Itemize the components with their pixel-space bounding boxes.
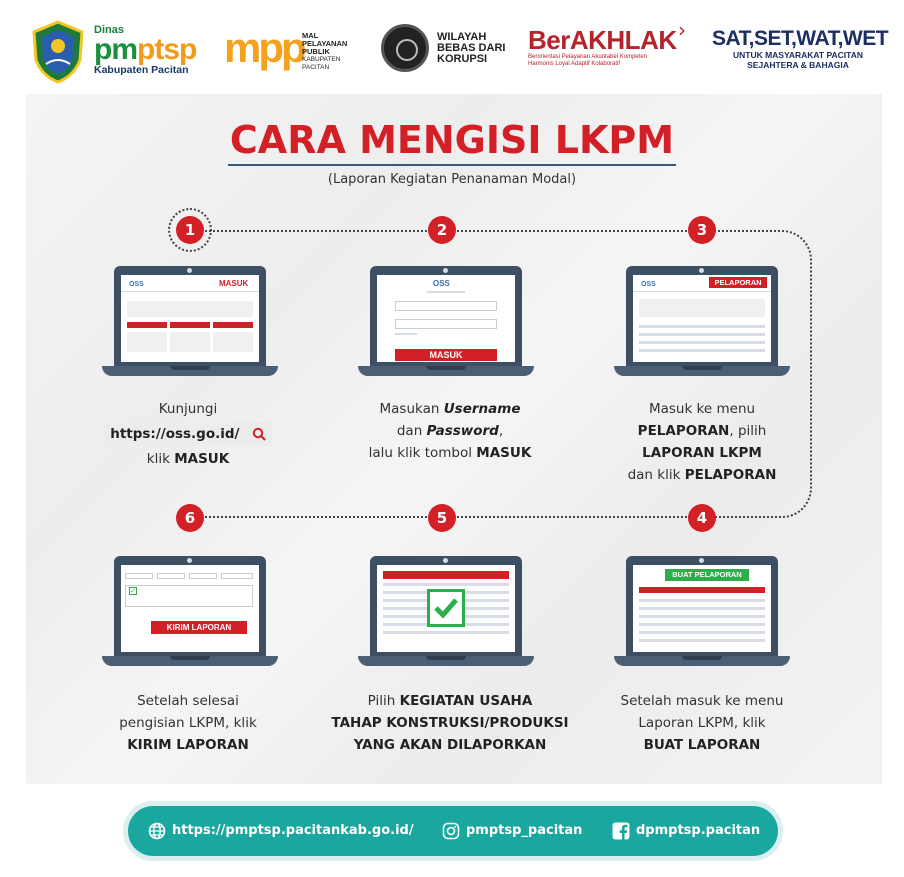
step-1-caption bbox=[78, 398, 298, 470]
caption-bold: Password bbox=[426, 423, 499, 439]
pmptsp-kabupaten-text: Kabupaten Pacitan bbox=[94, 64, 189, 76]
screen-display bbox=[633, 275, 771, 362]
caption-bold: Username bbox=[443, 401, 521, 417]
wbk-line: BEBAS DARI bbox=[437, 42, 506, 54]
laptop-base bbox=[102, 366, 278, 376]
caption-text: dan klik bbox=[627, 467, 681, 483]
facebook-text: dpmptsp.pacitan bbox=[636, 823, 761, 838]
checkbox-icon: ✓ bbox=[130, 587, 136, 595]
caption-line bbox=[592, 464, 812, 486]
caption-bold: MASUK bbox=[476, 445, 532, 461]
caption-text: lalu klik tombol bbox=[368, 445, 472, 461]
title-underline bbox=[228, 164, 676, 166]
oss-logo: OSS bbox=[129, 281, 144, 288]
facebook-icon bbox=[612, 822, 630, 840]
caption-bold: KIRIM LAPORAN bbox=[127, 737, 249, 753]
checkmark-icon bbox=[430, 592, 462, 624]
pmptsp-wordmark bbox=[94, 33, 197, 66]
wbk-seal-icon bbox=[381, 24, 429, 72]
website-text: https://pmptsp.pacitankab.go.id/ bbox=[172, 823, 414, 838]
step-2-laptop bbox=[358, 266, 534, 378]
caption-line bbox=[78, 448, 298, 470]
caption-line bbox=[314, 734, 586, 756]
step-6-laptop bbox=[102, 556, 278, 668]
laptop-screen bbox=[114, 556, 266, 656]
slogan-logo bbox=[712, 27, 889, 70]
camera-dot bbox=[443, 558, 448, 563]
berakhlak-sub: Harmonis Loyal Adaptif Kolaboratif bbox=[528, 61, 621, 67]
pmptsp-word-right: ptsp bbox=[137, 33, 197, 66]
caption-line bbox=[314, 690, 586, 712]
camera-dot bbox=[699, 558, 704, 563]
slogan-sub: UNTUK MASYARAKAT PACITAN bbox=[732, 50, 863, 60]
step-2-caption bbox=[330, 398, 570, 464]
caption-bold: YANG AKAN DILAPORKAN bbox=[353, 737, 547, 753]
caption-line bbox=[592, 734, 812, 756]
pmptsp-dinas-text: Dinas bbox=[94, 24, 124, 36]
mpp-line: MAL bbox=[302, 31, 319, 40]
slogan-main: SAT,SET,WAT,WET bbox=[712, 27, 889, 50]
mpp-line: KABUPATEN bbox=[302, 56, 341, 63]
caption-line: Masuk ke menu bbox=[648, 401, 756, 417]
caption-bold: MASUK bbox=[174, 451, 230, 467]
pmptsp-logo bbox=[94, 24, 196, 76]
caption-text: Masukan bbox=[379, 401, 440, 417]
caption-line: Kunjungi bbox=[158, 401, 218, 417]
step-4-laptop bbox=[614, 556, 790, 668]
slogan-sub: SEJAHTERA & BAHAGIA bbox=[747, 60, 849, 70]
checkbox-checked-icon bbox=[427, 589, 465, 627]
caption-bold: BUAT LAPORAN bbox=[643, 737, 761, 753]
camera-dot bbox=[699, 268, 704, 273]
step-4-caption bbox=[592, 690, 812, 756]
caption-text: dan bbox=[396, 423, 423, 439]
berakhlak-logo bbox=[528, 18, 698, 68]
laptop-screen bbox=[626, 266, 778, 366]
screen-display bbox=[121, 275, 259, 362]
caption-line bbox=[592, 420, 812, 442]
step-3-badge: 3 bbox=[688, 216, 716, 244]
caption-line: Setelah selesai bbox=[137, 693, 239, 709]
oss-logo: OSS bbox=[433, 279, 450, 288]
website-link[interactable] bbox=[148, 806, 414, 856]
step-1-badge: 1 bbox=[176, 216, 204, 244]
laptop-base bbox=[358, 656, 534, 666]
caption-line bbox=[330, 420, 570, 442]
instagram-icon bbox=[442, 822, 460, 840]
laptop-screen bbox=[626, 556, 778, 656]
caption-text: , bbox=[498, 423, 504, 439]
pelaporan-menu: PELAPORAN bbox=[709, 277, 767, 288]
kirim-laporan-button: KIRIM LAPORAN bbox=[151, 621, 247, 634]
berakhlak-title: BerAKHLAK bbox=[528, 25, 677, 55]
laptop-screen bbox=[370, 266, 522, 366]
caption-text: klik bbox=[146, 451, 170, 467]
step-2-badge: 2 bbox=[428, 216, 456, 244]
page-subtitle: (Laporan Kegiatan Penanaman Modal) bbox=[327, 172, 577, 187]
caption-line bbox=[78, 734, 298, 756]
laptop-base bbox=[102, 656, 278, 666]
caption-bold: LAPORAN LKPM bbox=[642, 445, 762, 461]
step-6-badge: 6 bbox=[176, 504, 204, 532]
camera-dot bbox=[187, 558, 192, 563]
header-logos bbox=[0, 0, 904, 92]
wbk-line: WILAYAH bbox=[437, 31, 487, 43]
step-1-laptop bbox=[102, 266, 278, 378]
footer-contact-bar bbox=[128, 806, 778, 856]
caption-bold: TAHAP KONSTRUKSI/PRODUKSI bbox=[331, 715, 569, 731]
search-icon bbox=[252, 427, 266, 441]
screen-display bbox=[633, 565, 771, 652]
mpp-line: PACITAN bbox=[302, 64, 330, 71]
screen-display bbox=[377, 275, 515, 362]
mpp-text bbox=[302, 32, 347, 72]
caption-line: Setelah masuk ke menu bbox=[620, 693, 784, 709]
laptop-base bbox=[614, 366, 790, 376]
mpp-line: PELAYANAN bbox=[302, 39, 348, 48]
facebook-link[interactable] bbox=[612, 806, 760, 856]
step-6-caption bbox=[78, 690, 298, 756]
caption-bold: PELAPORAN bbox=[637, 423, 730, 439]
masuk-link: MASUK bbox=[219, 279, 249, 288]
buat-pelaporan-button: BUAT PELAPORAN bbox=[665, 569, 749, 581]
step-5-badge: 5 bbox=[428, 504, 456, 532]
caption-text: , pilih bbox=[729, 423, 767, 439]
pmptsp-word-left: pm bbox=[94, 33, 137, 66]
step-4-badge: 4 bbox=[688, 504, 716, 532]
caption-line bbox=[314, 712, 586, 734]
berakhlak-sub: Berorientasi Pelayanan Akuntabel Kompeten bbox=[528, 54, 648, 60]
caption-line bbox=[330, 442, 570, 464]
pacitan-emblem-icon bbox=[30, 20, 86, 84]
caption-bold: PELAPORAN bbox=[684, 467, 777, 483]
mpp-wordmark: mpp bbox=[224, 24, 304, 71]
caption-line: pengisian LKPM, klik bbox=[119, 715, 257, 731]
masuk-button: MASUK bbox=[395, 349, 497, 361]
laptop-screen bbox=[114, 266, 266, 366]
mpp-line: PUBLIK bbox=[302, 47, 330, 56]
wbk-text bbox=[437, 32, 505, 65]
caption-line: Laporan LKPM, klik bbox=[638, 715, 766, 731]
caption-bold: KEGIATAN USAHA bbox=[399, 693, 533, 709]
camera-dot bbox=[187, 268, 192, 273]
oss-url-link[interactable]: https://oss.go.id/ bbox=[110, 426, 240, 442]
step-5-laptop bbox=[358, 556, 534, 668]
laptop-base bbox=[614, 656, 790, 666]
page-title: CARA MENGISI LKPM bbox=[229, 118, 675, 162]
step-5-caption bbox=[314, 690, 586, 756]
globe-icon bbox=[148, 822, 166, 840]
caption-url-row bbox=[104, 422, 272, 446]
laptop-screen bbox=[370, 556, 522, 656]
screen-display bbox=[121, 565, 259, 652]
caption-line bbox=[592, 442, 812, 464]
oss-logo: OSS bbox=[641, 281, 656, 288]
caption-text: Pilih bbox=[367, 693, 396, 709]
instagram-text: pmptsp_pacitan bbox=[466, 823, 583, 838]
chevron-right-icon: › bbox=[678, 18, 686, 42]
instagram-link[interactable] bbox=[442, 806, 582, 856]
camera-dot bbox=[443, 268, 448, 273]
step-3-laptop bbox=[614, 266, 790, 378]
wbk-line: KORUPSI bbox=[437, 53, 488, 65]
screen-display bbox=[377, 565, 515, 652]
laptop-base bbox=[358, 366, 534, 376]
caption-line bbox=[330, 398, 570, 420]
step-3-caption bbox=[592, 398, 812, 486]
